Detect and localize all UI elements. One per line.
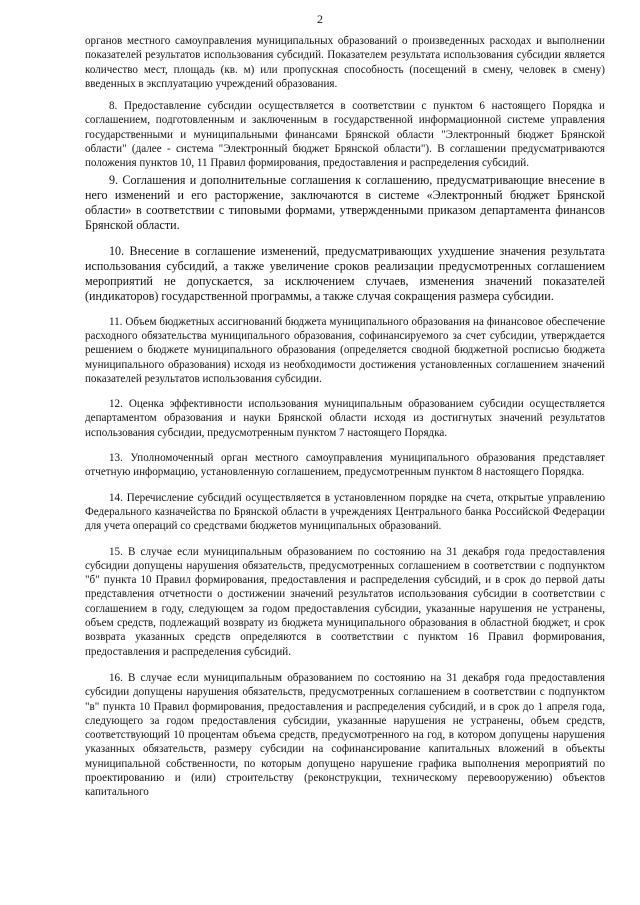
- paragraph-continued: органов местного самоуправления муниципальных образований о произведенных расходах и выполнении показателей результатов использования субсидий. Показателем результата использования субсидии является количество мест, площадь (кв. м) или пропускная способность (посещений в смену, человек в смену) введенных в эксплуатацию учреждений образования.: [85, 35, 605, 90]
- paragraph-13: 13. Уполномоченный орган местного самоуправления муниципального образования представляет отчетную информацию, установленную соглашением, предусмотренным пунктом 8 настоящего Порядка.: [85, 452, 605, 479]
- paragraph-15: 15. В случае если муниципальным образованием по состоянию на 31 декабря года предоставления субсидии допущены нарушения обязательств, предусмотренных соглашением в соответствии с подпунктом "б" пункта 10 Правил формирования, предоставления и распределения субсидий, и в срок до первой даты представления отчетности о достижении значений результатов использования субсидии в соответствии с соглашением в году, следующем за годом предоставления субсидии, указанные нарушения не устранены, объем средств, подлежащий возврату из бюджета муниципального образования в областной бюджет, и срок возврата указанных средств определяются в соответствии с пунктом 16 Правил формирования, предоставления и распределения субсидий.: [85, 545, 605, 658]
- paragraph-11: 11. Объем бюджетных ассигнований бюджета муниципального образования на финансовое обеспечение расходного обязательства муниципального образования, софинансируемого за счет субсидии, утверждается решением о бюджете муниципального образования (определяется сводной бюджетной росписью бюджета муниципального образования) исходя из необходимости достижения установленных соглашением значений показателей результатов использования субсидии.: [85, 315, 605, 385]
- paragraph-12: 12. Оценка эффективности использования муниципальным образованием субсидии осуществляется департаментом образования и науки Брянской области исходя из достигнутых значений результатов использования субсидии, предусмотренным пунктом 7 настоящего Порядка.: [85, 398, 605, 439]
- paragraph-14: 14. Перечисление субсидий осуществляется в установленном порядке на счета, открытые управлению Федерального казначейства по Брянской области в учреждениях Центрального банка Российской Федерации для учета операций со средствами бюджетов муниципальных образований.: [85, 491, 605, 533]
- page-number: 2: [317, 12, 323, 26]
- paragraph-16: 16. В случае если муниципальным образованием по состоянию на 31 декабря года предоставления субсидии допущены нарушения обязательств, предусмотренных соглашением в соответствии с подпунктом "в" пункта 10 Правил формирования, предоставления и распределения субсидий, и в срок до 1 апреля года, следующего за годом предоставления субсидии, указанные нарушения не устранены, объем средств, соответствующий 10 процентам объема средств, предусмотренного на год, в котором допущены нарушения указанных обязательств, размеру субсидии на софинансирование капитальных вложений в объекты муниципальной собственности, по которым допущено нарушение графика выполнения мероприятий по проектированию и (или) строительству (реконструкции, техническому перевооружению) объектов капитального: [85, 671, 605, 799]
- document-body: [85, 34, 605, 800]
- paragraph-10: 10. Внесение в соглашение изменений, предусматривающих ухудшение значения результата использования субсидий, а также увеличение сроков реализации предусмотренных соглашением мероприятий не допускается, за исключением случаев, изменения значений показателей (индикаторов) государственной программы, а также случая сокращения размера субсидии.: [85, 243, 605, 303]
- paragraph-8: 8. Предоставление субсидии осуществляется в соответствии с пунктом 6 настоящего Порядка и соглашением, подготовленным и заключенным в государственной информационной системе управления государственными и муниципальными финансами Брянской области "Электронный бюджет Брянской области" (далее - система "Электронный бюджет Брянской области"). В соглашении предусматриваются положения пунктов 10, 11 Правил формирования, предоставления и распределения субсидий.: [85, 100, 605, 170]
- paragraph-9: 9. Соглашения и дополнительные соглашения к соглашению, предусматривающие внесение в него изменений и его расторжение, заключаются в системе «Электронный бюджет Брянской области» в соответствии с типовыми формами, утвержденными приказом департамента финансов Брянской области.: [85, 172, 605, 232]
